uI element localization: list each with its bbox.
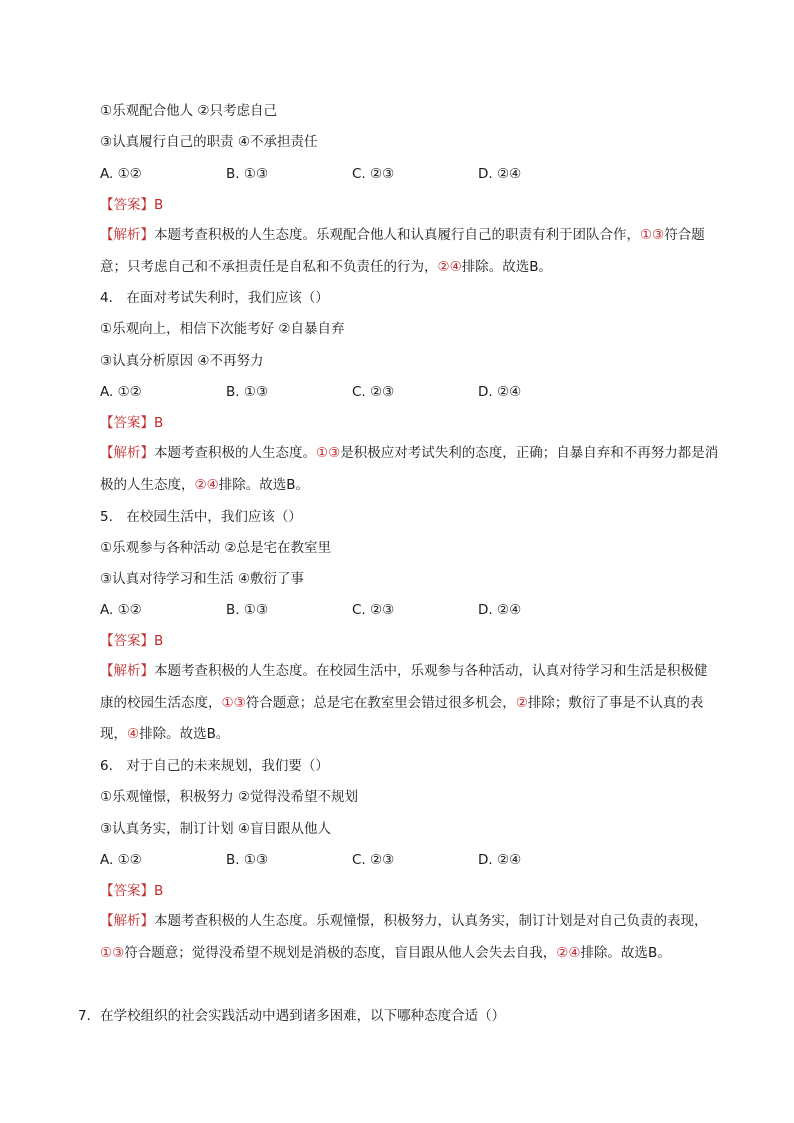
q4-choices-line-1: ①乐观向上，相信下次能考好 ②自暴自弃 xyxy=(100,321,345,337)
q4-options xyxy=(100,383,720,401)
answer-tag: 【答案】 xyxy=(100,883,154,899)
q4-stem: 4. 在面对考试失利时，我们应该（） xyxy=(100,290,329,306)
q6-choices-line-1: ①乐观憧憬，积极努力 ②觉得没希望不规划 xyxy=(100,789,358,805)
q6-choices-line-2: ③认真务实，制订计划 ④盲目跟从他人 xyxy=(100,821,331,837)
answer-tag: 【答案】 xyxy=(100,197,154,213)
answer-tag: 【答案】 xyxy=(100,633,154,649)
answer-value: B xyxy=(154,883,164,899)
analysis-text: 排除。故选 xyxy=(139,726,207,742)
q5-options xyxy=(100,601,720,619)
analysis-highlight: ①③ xyxy=(316,445,341,461)
analysis-text: 排除。故选 xyxy=(218,476,287,493)
analysis-highlight: B xyxy=(286,476,296,493)
analysis-highlight: ①③ xyxy=(100,944,125,961)
q6-answer xyxy=(100,882,163,900)
q3-answer xyxy=(100,196,163,214)
q3-option-c: C. ②③ xyxy=(352,166,395,182)
q5-option-d: D. ②④ xyxy=(478,602,522,618)
analysis-highlight: B xyxy=(647,944,658,961)
analysis-text: 符合题意；只考虑自己和不承担责任是自私和不负责任的行为， xyxy=(100,227,705,275)
q5-option-b: B. ①③ xyxy=(226,602,269,618)
q6-option-c: C. ②③ xyxy=(352,852,395,868)
analysis-text: 本题考查积极的人生态度。在校园生活中，乐观参与各种活动，认真对待学习和生活是积极健康的校园生活态度， xyxy=(100,663,708,711)
analysis-text: 。 xyxy=(295,476,309,493)
answer-tag: 【答案】 xyxy=(100,415,154,431)
analysis-tag: 【解析】 xyxy=(100,663,154,679)
analysis-text: 排除。故选 xyxy=(461,258,530,275)
q3-choices-line-1: ①乐观配合他人 ②只考虑自己 xyxy=(100,103,277,119)
q4-choices-line-2: ③认真分析原因 ④不再努力 xyxy=(100,353,264,369)
q6-option-d: D. ②④ xyxy=(478,852,522,868)
q3-option-a: A. ①② xyxy=(100,166,142,182)
q4-option-c: C. ②③ xyxy=(352,384,395,400)
analysis-highlight: ④ xyxy=(127,726,140,742)
analysis-text: 排除。故选 xyxy=(580,944,648,961)
q5-choices-line-2: ③认真对待学习和生活 ④敷衍了事 xyxy=(100,571,304,587)
q3-option-d: D. ②④ xyxy=(478,166,522,182)
answer-value: B xyxy=(154,197,164,213)
q6-option-a: A. ①② xyxy=(100,852,142,868)
analysis-highlight: ②④ xyxy=(437,258,462,275)
q6-option-b: B. ①③ xyxy=(226,852,269,868)
analysis-text: 符合题意；觉得没希望不规划是消极的态度，盲目跟从他人会失去自我， xyxy=(124,944,557,961)
analysis-highlight: ②④ xyxy=(556,944,581,961)
q4-answer xyxy=(100,414,163,432)
analysis-text: 排除；敷衍了事是不认真的表现， xyxy=(100,694,704,742)
q3-choices-line-2: ③认真履行自己的职责 ④不承担责任 xyxy=(100,134,318,150)
q6-analysis xyxy=(100,906,720,969)
q6-options xyxy=(100,851,720,869)
answer-value: B xyxy=(154,633,164,649)
q5-analysis xyxy=(100,656,720,751)
analysis-highlight: B xyxy=(529,258,539,275)
q4-option-d: D. ②④ xyxy=(478,384,522,400)
q4-option-a: A. ①② xyxy=(100,384,142,400)
q3-analysis xyxy=(100,220,720,283)
q5-option-c: C. ②③ xyxy=(352,602,395,618)
analysis-text: 。 xyxy=(538,258,552,275)
analysis-text: 本题考查积极的人生态度。 xyxy=(154,445,316,461)
q7-stem: 7．在学校组织的社会实践活动中遇到诸多困难，以下哪种态度合适（） xyxy=(78,1008,506,1024)
answer-value: B xyxy=(154,415,164,431)
analysis-text: 本题考查积极的人生态度。乐观配合他人和认真履行自己的职责有利于团队合作， xyxy=(154,227,640,243)
q3-options xyxy=(100,165,720,183)
analysis-tag: 【解析】 xyxy=(100,913,154,929)
analysis-highlight: ①③ xyxy=(221,694,246,711)
q3-option-b: B. ①③ xyxy=(226,166,269,182)
analysis-text: 。 xyxy=(657,944,671,961)
q4-analysis xyxy=(100,438,720,501)
analysis-highlight: ①③ xyxy=(640,227,665,243)
analysis-text: 符合题意；总是宅在教室里会错过很多机会， xyxy=(245,694,516,711)
analysis-text: 本题考查积极的人生态度。乐观憧憬，积极努力，认真务实，制订计划是对自己负责的表现， xyxy=(154,913,708,929)
q6-stem: 6. 对于自己的未来规划，我们要（） xyxy=(100,758,329,774)
analysis-tag: 【解析】 xyxy=(100,445,154,461)
q5-choices-line-1: ①乐观参与各种活动 ②总是宅在教室里 xyxy=(100,540,331,556)
analysis-highlight: ②④ xyxy=(194,476,219,493)
q5-stem: 5. 在校园生活中，我们应该（） xyxy=(100,509,302,525)
analysis-highlight: B xyxy=(206,726,216,742)
analysis-tag: 【解析】 xyxy=(100,227,154,243)
q5-option-a: A. ①② xyxy=(100,602,142,618)
analysis-text: 是积极应对考试失利的态度，正确；自暴自弃和不再努力都是消极的人生态度， xyxy=(100,445,719,493)
analysis-highlight: ② xyxy=(515,694,528,711)
q5-answer xyxy=(100,632,163,650)
analysis-text: 。 xyxy=(215,726,230,742)
q4-option-b: B. ①③ xyxy=(226,384,269,400)
